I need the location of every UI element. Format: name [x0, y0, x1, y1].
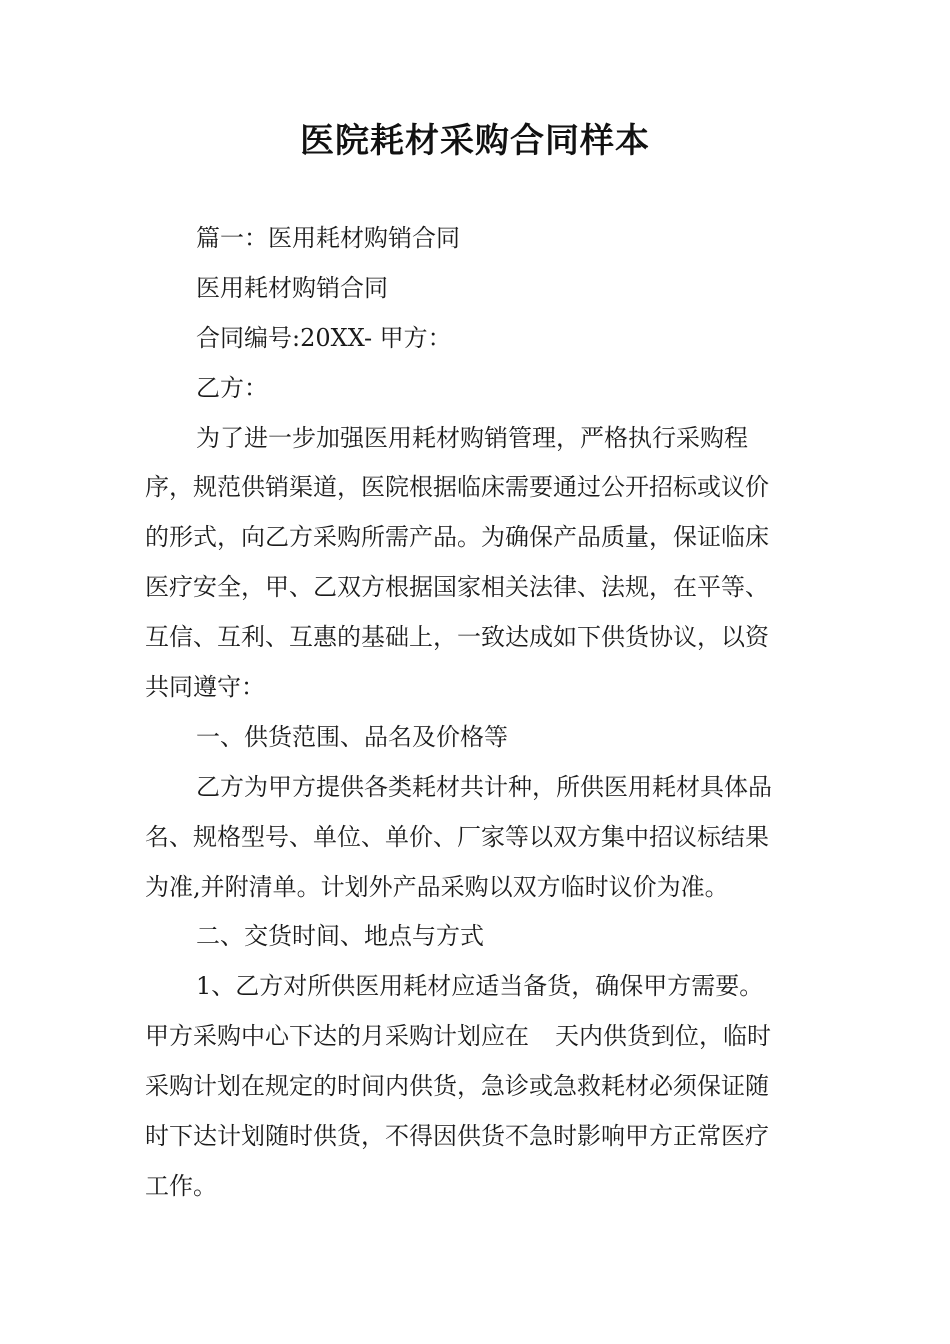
paragraph-line: 名、规格型号、单位、单价、厂家等以双方集中招议标结果 [145, 822, 769, 851]
paragraph-segment: 天内供货到位，临时 [555, 1022, 771, 1051]
paragraph-line: 共同遵守： [145, 673, 265, 702]
document-title: 医院耗材采购合同样本 [300, 121, 650, 161]
paragraph-line: 乙方为甲方提供各类耗材共计种，所供医用耗材具体品 [196, 772, 772, 801]
document-body [145, 214, 810, 1212]
contract-name: 医用耗材购销合同 [196, 273, 388, 302]
section-heading-part-one: 篇一：医用耗材购销合同 [196, 224, 460, 252]
paragraph-line: 的形式，向乙方采购所需产品。为确保产品质量，保证临床 [145, 523, 769, 552]
paragraph-line: 1、乙方对所供医用耗材应适当备货，确保甲方需要。 [196, 972, 764, 1001]
paragraph-line: 为了进一步加强医用耗材购销管理，严格执行采购程 [196, 423, 748, 452]
paragraph-line [145, 1012, 810, 1062]
clause-heading-two: 二、交货时间、地点与方式 [196, 922, 484, 951]
paragraph-line: 采购计划在规定的时间内供货，急诊或急救耗材必须保证随 [145, 1072, 769, 1101]
paragraph-line: 为准,并附清单。计划外产品采购以双方临时议价为准。 [145, 872, 729, 901]
paragraph-line: 序，规范供销渠道，医院根据临床需要通过公开招标或议价 [145, 473, 769, 502]
paragraph-line: 医疗安全，甲、乙双方根据国家相关法律、法规，在平等、 [145, 573, 769, 602]
paragraph-segment: 甲方采购中心下达的月采购计划应在 [145, 1022, 529, 1051]
paragraph-line: 工作。 [145, 1171, 217, 1200]
party-b: 乙方： [196, 373, 268, 402]
paragraph-line: 互信、互利、互惠的基础上，一致达成如下供货协议，以资 [145, 623, 769, 652]
contract-number-party-a: 合同编号:20XX- 甲方： [196, 323, 452, 352]
clause-heading-one: 一、供货范围、品名及价格等 [196, 722, 508, 751]
paragraph-line: 时下达计划随时供货，不得因供货不急时影响甲方正常医疗 [145, 1122, 769, 1151]
